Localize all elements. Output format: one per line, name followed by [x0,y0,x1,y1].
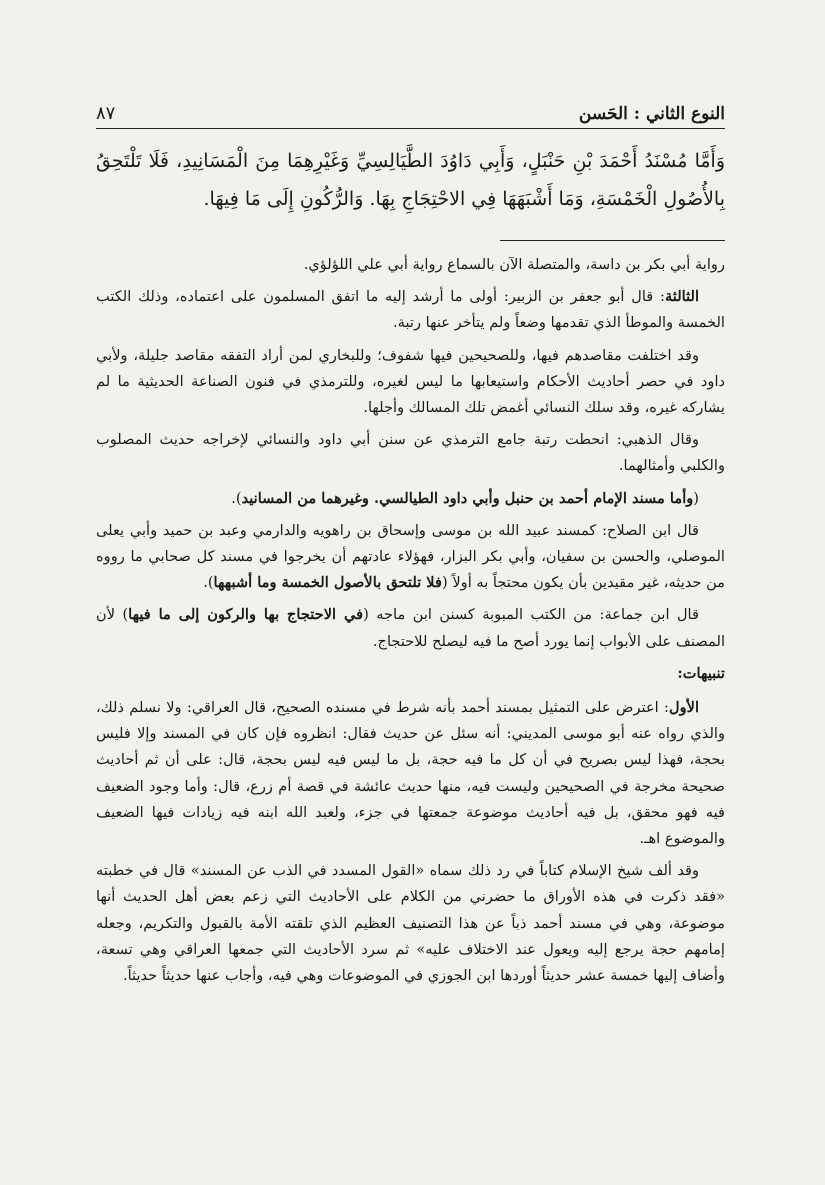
footnote-divider [500,240,725,241]
quoted-matn: في الاحتجاج بها والركون إلى ما فيها [128,606,364,624]
quoted-matn: وأما مسند الإمام أحمد بن حنبل وأبي داود الطيالسي. وغيرهما من المسانيد [241,489,694,507]
commentary-paragraph-3: وقد اختلفت مقاصدهم فيها، وللصحيحين فيها شفوف؛ وللبخاري لمن أراد التفقه مقاصد جليلة، ولأبي داود في حصر أحاديث الأحكام واستيعابها ما ليس لغيره، وللترمذي في فنون الصناعة الحديثية ما لم يشاركه غيره، وقد سلك النسائي أغمض تلك المسالك وأجلها. [96,346,725,417]
point-label-first: الأول [668,699,699,717]
commentary-paragraph-9: وقد ألف شيخ الإسلام كتاباً في رد ذلك سماه «القول المسدد في الذب عن المسند» قال في خطبته «فقد ذكرت في هذه الأوراق ما حضرني من الكلام على الأحاديث التي زعم بعض أهل الحديث أنها موضوعة، وهي في مسند أحمد ذباً عن هذا التصنيف العظيم الذي تلقته الأمة بالقبول والتكريم، وجعله إمامهم حجة يرجع إليه ويعول عند الاختلاف عليه» ثم سرد الأحاديث التي جمعها العراقي وهي تسعة، وأضاف إليها خمسة عشر حديثاً أوردها ابن الجوزي في الموضوعات وهي فيه، وأجاب عنها حديثاً حديثاً. [96,862,725,985]
paragraph-text: : قال أبو جعفر بن الزبير: أولى ما أرشد إليه ما اتفق المسلمون على اعتماده، وذلك الكتب الخمسة والموطأ الذي تقدمها وضعاً ولم يتأخر عنها رتبة. [96,288,725,332]
point-label-third: الثالثة [664,288,699,306]
commentary-paragraph-6: قال ابن الصلاح: كمسند عبيد الله بن موسى وإسحاق بن راهويه والدارمي وعبد بن حميد وأبي يعلى الموصلي، والحسن بن سفيان، وأبي بكر البزار، فهؤلاء عادتهم أن يخرجوا في مسند كل صحابي ما رووه من حديثه، غير مقيدين بأن يكون محتجاً به أولاً (فلا تلتحق بالأصول الخمسة وما أشبهها). [96,521,725,592]
page-header [96,98,725,129]
matn-paragraph: وَأَمَّا مُسْنَدُ أَحْمَدَ بْنِ حَنْبَلٍ، وَأَبِي دَاوُدَ الطَّيَالِسِيِّ وَغَيْرِهِمَا مِنَ الْمَسَانِيدِ، فَلَا تَلْتَحِقُ بِالأُصُولِ الْخَمْسَةِ، وَمَا أَشْبَهَهَا فِي الاحْتِجَاجِ بِهَا. وَالرُّكُونِ إِلَى مَا فِيهَا. [96,150,725,210]
main-text [96,142,725,218]
commentary-paragraph-1: رواية أبي بكر بن داسة، والمتصلة الآن بالسماع رواية أبي علي اللؤلؤي. [303,256,725,273]
quoted-matn: فلا تلتحق بالأصول الخمسة وما أشبهها [213,574,442,592]
commentary-paragraph-5: (وأما مسند الإمام أحمد بن حنبل وأبي داود الطيالسي. وغيرهما من المسانيد). [231,489,699,507]
page-number: ٨٧ [96,103,116,124]
commentary-paragraph-8: الأول: اعترض على التمثيل بمسند أحمد بأنه شرط في مسنده الصحيح، قال العراقي: ولا نسلم ذلك، والذي رواه عنه أبو موسى المديني: أنه سئل عن حديث فقال: انظروه فإن كان في المسند وإلا فليس بحجة، فهذا ليس بصريح في أن كل ما فيه حجة، بل ما ليس فيه ليس بحجة، قال: على أن ثم أحاديث صحيحة مخرجة في الصحيحين وليست فيه، منها حديث عائشة في قصة أم زرع، قال: وأما وجود الضعيف فيه فهو محقق، بل فيه أحاديث موضوعة جمعتها في جزء، ولعبد الله ابنه فيه زيادات فيها الضعيف والموضوع اهـ. [96,699,725,848]
commentary [96,252,725,995]
chapter-title: النوع الثاني : الحَسن [578,104,725,124]
commentary-paragraph-4: وقال الذهبي: انحطت رتبة جامع الترمذي عن سنن أبي داود والنسائي لإخراجه حديث المصلوب والكلبي وأمثالهما. [96,431,725,475]
commentary-paragraph-7: قال ابن جماعة: من الكتب المبوبة كسنن ابن ماجه (في الاحتجاج بها والركون إلى ما فيها) لأن المصنف على الأبواب إنما يورد أصح ما فيه ليصلح للاحتجاج. [96,606,725,650]
commentary-paragraph-2 [96,284,725,336]
section-heading-notes: تنبيهات: [677,664,725,682]
